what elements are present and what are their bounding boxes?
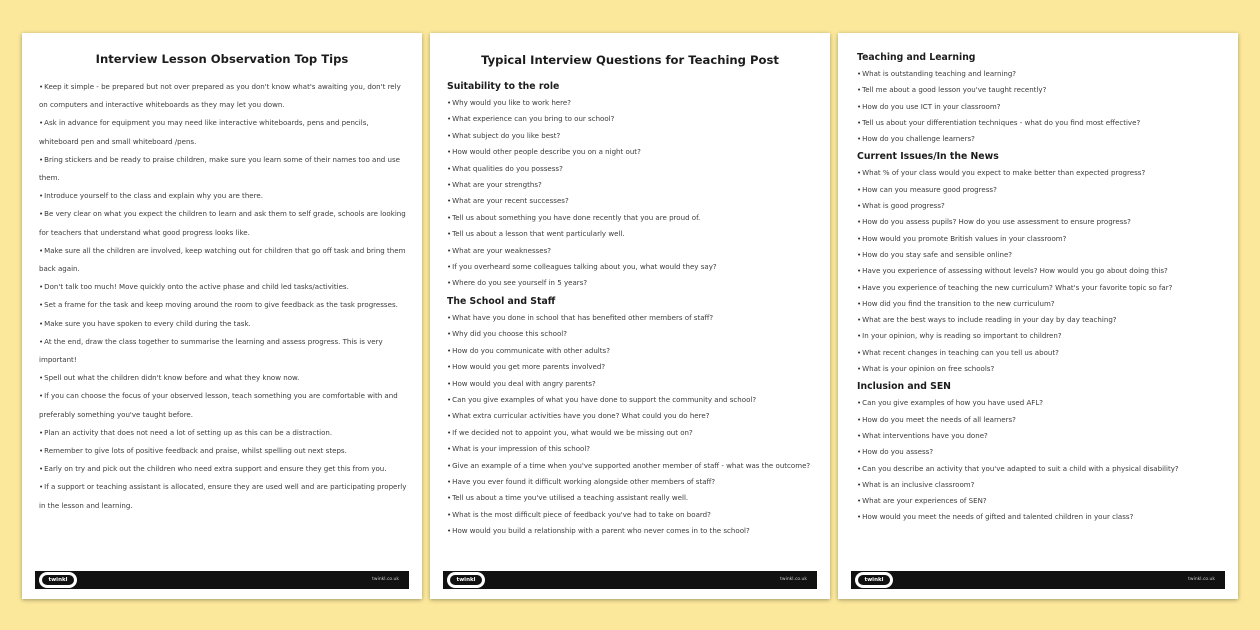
list-item: •How do you meet the needs of all learners? bbox=[857, 414, 1016, 424]
questions-content bbox=[447, 77, 816, 540]
list-item: •What is the most difficult piece of feedback you've had to take on board? bbox=[447, 509, 711, 519]
list-item: •Make sure you have spoken to every child during the task. bbox=[39, 318, 251, 328]
list-item: •How would you deal with angry parents? bbox=[447, 378, 596, 388]
section-heading: The School and Staff bbox=[447, 295, 556, 307]
footer-url: twinkl.co.uk bbox=[372, 577, 399, 582]
list-item: •Give an example of a time when you've supported another member of staff - what was the outcome? bbox=[447, 460, 811, 470]
list-item: •Tell us about something you have done recently that you are proud of. bbox=[447, 212, 701, 222]
list-item: •What % of your class would you expect to make better than expected progress? bbox=[857, 168, 1146, 178]
page-footer bbox=[35, 571, 409, 589]
page-footer bbox=[851, 571, 1225, 589]
questions-content bbox=[857, 48, 1224, 526]
twinkl-logo: twinkl bbox=[447, 572, 485, 588]
list-item: •What subject do you like best? bbox=[447, 130, 561, 140]
list-item: •Tell me about a good lesson you've taught recently? bbox=[857, 85, 1047, 95]
list-item: •What experience can you bring to our school? bbox=[447, 114, 615, 124]
list-item: •What are your experiences of SEN? bbox=[857, 496, 987, 506]
list-item: •If you can choose the focus of your observed lesson, teach something you are comfortable with and preferably something you've taught before. bbox=[39, 391, 398, 419]
list-item: •How do you challenge learners? bbox=[857, 134, 975, 144]
list-item: •If we decided not to appoint you, what would we be missing out on? bbox=[447, 427, 693, 437]
list-item: •Set a frame for the task and keep moving around the room to give feedback as the task progresses. bbox=[39, 300, 398, 310]
list-item: •Make sure all the children are involved, keep watching out for children that go off task and bring them back again. bbox=[39, 245, 406, 274]
question-list bbox=[857, 395, 1224, 525]
section-heading: Teaching and Learning bbox=[857, 52, 976, 63]
list-item: •What extra curricular activities have you done? What could you do here? bbox=[447, 411, 710, 421]
list-item: •Be very clear on what you expect the children to learn and ask them to self grade, schools are looking for teachers that understand what good progress looks like. bbox=[39, 209, 406, 237]
list-item: •How do you stay safe and sensible online? bbox=[857, 249, 1013, 259]
list-item: •What is your opinion on free schools? bbox=[857, 364, 995, 374]
question-list bbox=[447, 310, 816, 540]
list-item: •Don't talk too much! Move quickly onto the active phase and child led tasks/activities. bbox=[39, 282, 349, 292]
page-title: Interview Lesson Observation Top Tips bbox=[95, 52, 349, 66]
list-item: •What have you done in school that has benefited other members of staff? bbox=[447, 312, 714, 322]
page-footer bbox=[443, 571, 817, 589]
list-item: •How would you get more parents involved? bbox=[447, 362, 606, 372]
list-item: •How did you find the transition to the new curriculum? bbox=[857, 298, 1055, 308]
list-item: •How would other people describe you on a night out? bbox=[447, 147, 641, 157]
footer-url: twinkl.co.uk bbox=[1188, 577, 1215, 582]
list-item: •What is an inclusive classroom? bbox=[857, 479, 975, 489]
twinkl-logo: twinkl bbox=[855, 572, 893, 588]
list-item: •Can you give examples of what you have done to support the community and school? bbox=[447, 394, 757, 404]
list-item: •How can you measure good progress? bbox=[857, 184, 997, 194]
list-item: •Tell us about your differentiation techniques - what do you find most effective? bbox=[857, 117, 1141, 127]
question-list bbox=[447, 95, 816, 292]
list-item: •Can you describe an activity that you've adapted to suit a child with a physical disability? bbox=[857, 463, 1179, 473]
list-item: •How would you build a relationship with a parent who never comes in to the school? bbox=[447, 526, 750, 536]
list-item: •Ask in advance for equipment you may need like interactive whiteboards, pens and pencils, whiteboard pen and small whiteboard /pens. bbox=[39, 118, 369, 146]
list-item: •Can you give examples of how you have used AFL? bbox=[857, 398, 1043, 408]
list-item: •In your opinion, why is reading so important to children? bbox=[857, 331, 1062, 341]
list-item: •Introduce yourself to the class and explain why you are there. bbox=[39, 191, 263, 201]
list-item: •Tell us about a time you've utilised a teaching assistant really well. bbox=[447, 493, 689, 503]
question-list bbox=[857, 66, 1224, 147]
list-item: •What are your strengths? bbox=[447, 180, 542, 190]
question-list bbox=[857, 165, 1224, 377]
section-heading: Inclusion and SEN bbox=[857, 381, 951, 393]
section-heading: Suitability to the role bbox=[447, 81, 560, 92]
section-heading: Current Issues/In the News bbox=[857, 151, 999, 163]
list-item: •Spell out what the children didn't know before and what they know now. bbox=[39, 373, 300, 383]
list-item: •How would you promote British values in your classroom? bbox=[857, 233, 1067, 243]
list-item: •Bring stickers and be ready to praise children, make sure you learn some of their names too and use them. bbox=[39, 154, 400, 183]
footer-url: twinkl.co.uk bbox=[780, 577, 807, 582]
list-item: •Remember to give lots of positive feedback and praise, whilst spelling out next steps. bbox=[39, 446, 347, 456]
list-item: •If a support or teaching assistant is allocated, ensure they are used well and are participating properly in the lesson and learning. bbox=[39, 482, 407, 510]
list-item: •If you overheard some colleagues talking about you, what would they say? bbox=[447, 262, 717, 272]
tips-list bbox=[39, 78, 408, 515]
list-item: •Have you experience of assessing without levels? How would you go about doing this? bbox=[857, 266, 1168, 276]
list-item: •At the end, draw the class together to summarise the learning and assess progress. This is very important! bbox=[39, 336, 383, 365]
twinkl-logo: twinkl bbox=[39, 572, 77, 588]
list-item: •How would you meet the needs of gifted and talented children in your class? bbox=[857, 512, 1134, 522]
list-item: •How do you use ICT in your classroom? bbox=[857, 101, 1001, 111]
list-item: •What are the best ways to include reading in your day by day teaching? bbox=[857, 315, 1117, 325]
list-item: •How do you assess? bbox=[857, 447, 934, 457]
list-item: •Have you experience of teaching the new curriculum? What's your favorite topic so far? bbox=[857, 282, 1173, 292]
list-item: •Tell us about a lesson that went particularly well. bbox=[447, 229, 625, 239]
list-item: •Plan an activity that does not need a lot of setting up as this can be a distraction. bbox=[39, 427, 333, 437]
list-item: •How do you assess pupils? How do you use assessment to ensure progress? bbox=[857, 217, 1131, 227]
list-item: •What is your impression of this school? bbox=[447, 444, 591, 454]
page-title: Typical Interview Questions for Teaching Post bbox=[481, 53, 779, 67]
list-item: •What are your weaknesses? bbox=[447, 245, 552, 255]
list-item: •What qualities do you possess? bbox=[447, 163, 563, 173]
list-item: •Where do you see yourself in 5 years? bbox=[447, 278, 588, 288]
list-item: •Early on try and pick out the children who need extra support and ensure they get this from you. bbox=[39, 464, 387, 474]
list-item: •Keep it simple - be prepared but not over prepared as you don't know what's awaiting you, don't rely on computers and interactive whiteboards as they may let you down. bbox=[39, 82, 401, 110]
list-item: •What interventions have you done? bbox=[857, 430, 988, 440]
list-item: •How do you communicate with other adults? bbox=[447, 345, 610, 355]
document-page-interview-questions bbox=[430, 33, 830, 599]
list-item: •What is outstanding teaching and learning? bbox=[857, 69, 1017, 78]
list-item: •Have you ever found it difficult working alongside other members of staff? bbox=[447, 476, 716, 486]
list-item: •Why did you choose this school? bbox=[447, 329, 567, 339]
list-item: •What is good progress? bbox=[857, 201, 945, 211]
list-item: •What are your recent successes? bbox=[447, 196, 569, 206]
document-page-top-tips bbox=[22, 33, 422, 599]
document-page-interview-questions-continued bbox=[838, 33, 1238, 599]
list-item: •What recent changes in teaching can you tell us about? bbox=[857, 347, 1059, 357]
tips-content bbox=[39, 78, 408, 515]
list-item: •Why would you like to work here? bbox=[447, 98, 571, 107]
